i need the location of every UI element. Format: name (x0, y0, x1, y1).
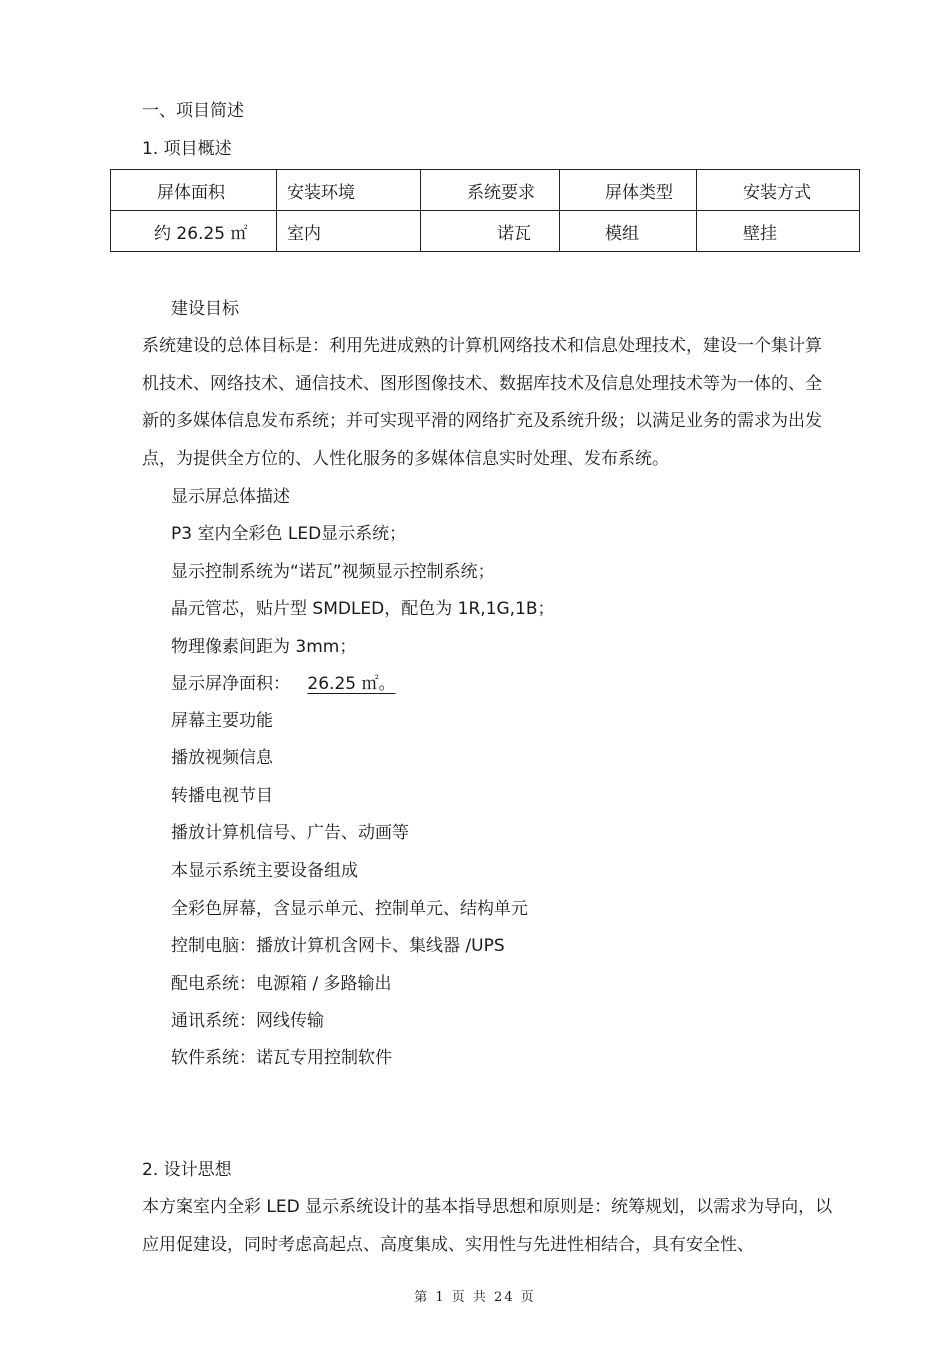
table-header-cell: 屏体类型 (560, 170, 697, 211)
goal-heading: 建设目标 (171, 299, 239, 319)
page-footer: 第 1 页 共 24 页 (414, 1290, 536, 1305)
equipment-heading: 本显示系统主要设备组成 (171, 861, 358, 881)
overview-table (110, 169, 860, 252)
design-paragraph-text: 本方案室内全彩 LED 显示系统设计的基本指导思想和原则是：统筹规划，以需求为导向，以应用促建设，同时考虑高起点、高度集成、实用性与先进性相结合，具有安全性、 (142, 1197, 833, 1255)
equipment-item: 通讯系统：网线传输 (171, 1011, 324, 1031)
display-item: P3 室内全彩色 LED显示系统； (171, 524, 407, 544)
function-item: 播放计算机信号、广告、动画等 (171, 823, 409, 843)
table-header-cell: 屏体面积 (111, 170, 277, 211)
display-area (171, 673, 403, 695)
function-item: 播放视频信息 (171, 748, 273, 768)
functions-heading: 屏幕主要功能 (171, 711, 273, 731)
display-item: 显示控制系统为“诺瓦”视频显示控制系统； (171, 562, 495, 582)
display-item: 晶元管芯，贴片型 SMDLED，配色为 1R,1G,1B； (171, 599, 555, 619)
design-paragraph (104, 1189, 834, 1264)
equipment-item: 软件系统：诺瓦专用控制软件 (171, 1048, 392, 1068)
table-cell: 壁挂 (697, 211, 860, 252)
equipment-item: 配电系统：电源箱 / 多路输出 (171, 974, 392, 994)
table-header-row (111, 170, 860, 211)
section-heading: 一、项目简述 (142, 101, 244, 121)
display-heading: 显示屏总体描述 (171, 487, 290, 507)
table-cell: 模组 (560, 211, 697, 252)
display-item: 物理像素间距为 3mm； (171, 637, 357, 657)
goal-paragraph (104, 328, 834, 478)
table-row (111, 211, 860, 252)
table-cell: 约 26.25 ㎡ (111, 211, 277, 252)
goal-paragraph-text: 系统建设的总体目标是：利用先进成熟的计算机网络技术和信息处理技术，建设一个集计算机技术、网络技术、通信技术、图形图像技术、数据库技术及信息处理技术等为一体的、全新的多媒体信息发布系统；并可实现平滑的网络扩充及系统升级；以满足业务的需求为出发点，为提供全方位的、人性化服务的多媒体信息实时处理、发布系统。 (142, 336, 822, 469)
table-header-cell: 安装环境 (277, 170, 421, 211)
display-area-label: 显示屏净面积： (171, 674, 290, 694)
design-heading: 2. 设计思想 (142, 1160, 232, 1180)
equipment-item: 全彩色屏幕，含显示单元、控制单元、结构单元 (171, 899, 528, 919)
table-header-cell: 系统要求 (421, 170, 560, 211)
display-area-value: 26.25 ㎡。 (307, 674, 396, 694)
function-item: 转播电视节目 (171, 786, 273, 806)
table-cell: 诺瓦 (421, 211, 560, 252)
subsection-heading: 1. 项目概述 (142, 139, 232, 159)
equipment-item: 控制电脑：播放计算机含网卡、集线器 /UPS (171, 936, 505, 956)
table-header-cell: 安装方式 (697, 170, 860, 211)
table-cell: 室内 (277, 211, 421, 252)
